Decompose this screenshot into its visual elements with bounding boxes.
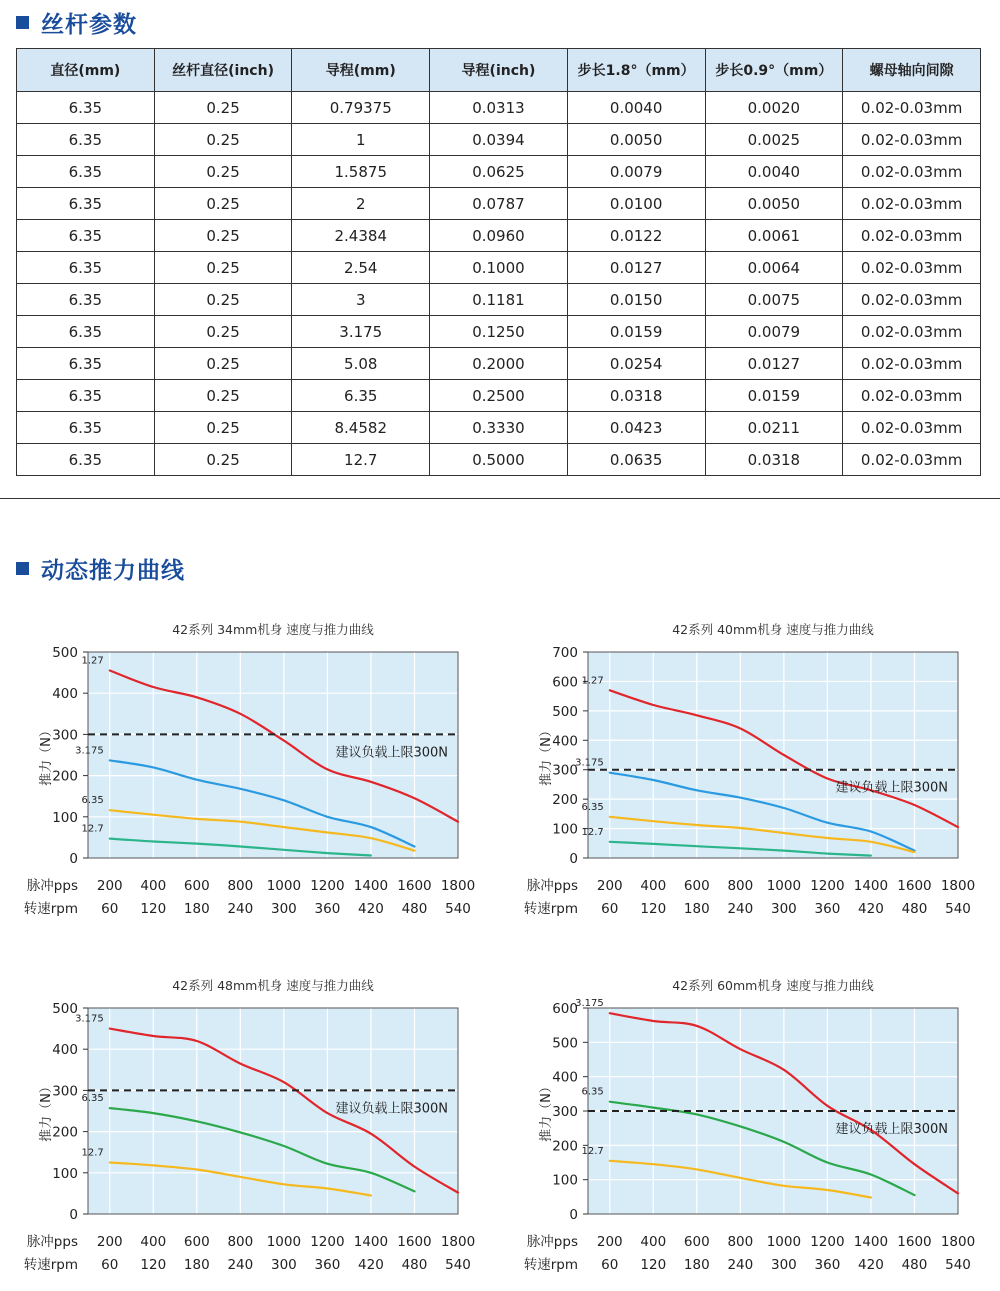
y-tick-label: 400: [52, 1042, 78, 1059]
table-cell: 0.0318: [567, 380, 705, 412]
x-tick-label-rpm: 420: [358, 1257, 384, 1273]
table-cell: 0.02-0.03mm: [843, 444, 981, 476]
x-tick-label-pps: 1800: [940, 1234, 976, 1250]
table-row: [17, 380, 981, 412]
table-cell: 0.02-0.03mm: [843, 92, 981, 124]
table-header-row: [17, 49, 981, 92]
table-row: [17, 252, 981, 284]
series-label: 6.35: [581, 801, 604, 813]
x-tick-label-rpm: 420: [358, 901, 384, 917]
x-tick-label-pps: 600: [183, 1234, 210, 1250]
x-tick-label-rpm: 480: [401, 901, 428, 917]
x-tick-label-pps: 600: [683, 1234, 710, 1250]
table-cell: 2.4384: [292, 220, 430, 252]
table-cell: 0.0079: [705, 316, 843, 348]
series-label: 12.7: [581, 826, 604, 838]
chart-34mm-svg: [0, 610, 490, 920]
series-label: 3.175: [75, 1013, 104, 1025]
column-header: 直径(mm): [17, 49, 155, 92]
table-cell: 6.35: [17, 444, 155, 476]
x-tick-label-pps: 200: [596, 1234, 623, 1250]
x-tick-label-pps: 1000: [766, 878, 802, 894]
y-tick-label: 0: [569, 851, 578, 867]
table-cell: 6.35: [292, 380, 430, 412]
x-tick-label-pps: 800: [727, 1234, 754, 1250]
x-tick-label-pps: 1600: [397, 1234, 432, 1250]
x-tick-label-pps: 1200: [810, 878, 845, 894]
section-divider: [0, 498, 1000, 499]
x-tick-label-pps: 1000: [266, 1234, 302, 1250]
x-tick-label-pps: 1200: [810, 1234, 845, 1250]
table-cell: 0.0020: [705, 92, 843, 124]
load-limit-label: 建议负载上限300N: [835, 780, 948, 796]
x-tick-label-pps: 1200: [310, 878, 345, 894]
table-cell: 6.35: [17, 348, 155, 380]
table-cell: 0.0394: [430, 124, 568, 156]
y-tick-label: 500: [552, 1035, 578, 1052]
y-tick-label: 400: [552, 733, 578, 750]
x-tick-label-pps: 400: [140, 1234, 167, 1250]
x-tick-label-rpm: 480: [901, 901, 928, 917]
column-header: 步长0.9°（mm）: [705, 49, 843, 92]
x-tick-label-rpm: 300: [270, 1257, 297, 1273]
x-tick-label-rpm: 240: [727, 1257, 754, 1273]
y-tick-label: 500: [552, 703, 578, 720]
x-tick-label-rpm: 360: [814, 901, 841, 917]
table-cell: 6.35: [17, 220, 155, 252]
chart-48mm-svg: [0, 966, 490, 1276]
x-row-label-pps: 脉冲pps: [526, 1234, 578, 1250]
table-cell: 0.0254: [567, 348, 705, 380]
table-row: [17, 220, 981, 252]
x-tick-label-pps: 200: [96, 1234, 123, 1250]
y-tick-label: 100: [52, 809, 78, 826]
table-row: [17, 348, 981, 380]
table-cell: 0.0025: [705, 124, 843, 156]
x-tick-label-rpm: 240: [227, 901, 254, 917]
y-axis-label: 推力（N）: [39, 724, 54, 786]
table-cell: 1: [292, 124, 430, 156]
series-label: 12.7: [81, 823, 104, 835]
x-tick-label-pps: 800: [227, 878, 254, 894]
table-row: [17, 188, 981, 220]
x-tick-label-pps: 1600: [397, 878, 432, 894]
x-tick-label-rpm: 180: [683, 901, 710, 917]
table-cell: 0.25: [154, 188, 292, 220]
table-cell: 0.0064: [705, 252, 843, 284]
table-cell: 0.25: [154, 220, 292, 252]
x-tick-label-rpm: 540: [445, 901, 471, 917]
x-tick-label-rpm: 60: [101, 901, 119, 917]
series-label: 12.7: [581, 1145, 604, 1157]
screw-parameter-table: [16, 48, 981, 476]
table-cell: 0.0079: [567, 156, 705, 188]
chart-title: 42系列 60mm机身 速度与推力曲线: [672, 978, 874, 993]
table-cell: 6.35: [17, 380, 155, 412]
x-tick-label-pps: 400: [140, 878, 167, 894]
chart-60mm: [500, 966, 990, 1276]
table-row: [17, 156, 981, 188]
x-tick-label-rpm: 420: [858, 901, 884, 917]
y-tick-label: 700: [552, 645, 578, 661]
section-title-text: 动态推力曲线: [41, 558, 185, 584]
table-cell: 0.2500: [430, 380, 568, 412]
table-cell: 0.0040: [567, 92, 705, 124]
x-tick-label-pps: 400: [640, 1234, 667, 1250]
table-cell: 0.0127: [705, 348, 843, 380]
series-label: 3.175: [75, 745, 104, 757]
x-row-label-pps: 脉冲pps: [26, 1234, 78, 1250]
y-tick-label: 200: [52, 768, 78, 785]
x-row-label-rpm: 转速rpm: [523, 901, 578, 917]
x-tick-label-rpm: 120: [640, 901, 667, 917]
x-row-label-rpm: 转速rpm: [523, 1257, 578, 1273]
table-cell: 0.3330: [430, 412, 568, 444]
table-cell: 0.02-0.03mm: [843, 124, 981, 156]
x-tick-label-rpm: 540: [945, 1257, 971, 1273]
y-tick-label: 400: [52, 686, 78, 703]
y-tick-label: 500: [52, 645, 78, 661]
chart-48mm: [0, 966, 490, 1276]
y-axis-label: 推力（N）: [539, 1080, 554, 1142]
x-tick-label-rpm: 240: [727, 901, 754, 917]
table-row: [17, 92, 981, 124]
chart-title: 42系列 34mm机身 速度与推力曲线: [172, 622, 374, 637]
x-tick-label-rpm: 180: [183, 901, 210, 917]
x-tick-label-pps: 400: [640, 878, 667, 894]
table-cell: 0.1000: [430, 252, 568, 284]
table-cell: 0.25: [154, 348, 292, 380]
table-cell: 6.35: [17, 284, 155, 316]
table-cell: 0.0635: [567, 444, 705, 476]
x-tick-label-rpm: 480: [901, 1257, 928, 1273]
table-cell: 0.0075: [705, 284, 843, 316]
table-cell: 0.25: [154, 156, 292, 188]
x-tick-label-rpm: 420: [858, 1257, 884, 1273]
series-label: 12.7: [81, 1147, 104, 1159]
table-row: [17, 124, 981, 156]
table-cell: 2: [292, 188, 430, 220]
table-cell: 0.02-0.03mm: [843, 412, 981, 444]
section-title-screw-params: [16, 6, 137, 39]
x-tick-label-rpm: 120: [140, 901, 167, 917]
x-tick-label-rpm: 360: [314, 901, 341, 917]
table-cell: 3.175: [292, 316, 430, 348]
load-limit-label: 建议负载上限300N: [835, 1122, 948, 1137]
x-tick-label-pps: 1400: [853, 1234, 889, 1250]
table-cell: 0.0318: [705, 444, 843, 476]
table-cell: 0.0787: [430, 188, 568, 220]
chart-40mm: [500, 610, 990, 920]
y-axis-label: 推力（N）: [39, 1080, 54, 1142]
table-cell: 1.5875: [292, 156, 430, 188]
x-tick-label-rpm: 180: [183, 1257, 210, 1273]
x-tick-label-pps: 800: [227, 1234, 254, 1250]
table-cell: 2.54: [292, 252, 430, 284]
table-cell: 6.35: [17, 124, 155, 156]
table-cell: 12.7: [292, 444, 430, 476]
table-cell: 0.02-0.03mm: [843, 348, 981, 380]
table-cell: 0.02-0.03mm: [843, 316, 981, 348]
x-row-label-pps: 脉冲pps: [526, 878, 578, 894]
table-cell: 6.35: [17, 188, 155, 220]
x-tick-label-rpm: 360: [314, 1257, 341, 1273]
x-tick-label-rpm: 60: [601, 1257, 619, 1273]
table-cell: 0.1250: [430, 316, 568, 348]
chart-title: 42系列 48mm机身 速度与推力曲线: [172, 978, 374, 993]
table-cell: 0.25: [154, 124, 292, 156]
x-tick-label-pps: 1800: [440, 1234, 476, 1250]
table-cell: 0.0100: [567, 188, 705, 220]
y-tick-label: 300: [552, 762, 578, 779]
table-cell: 0.25: [154, 316, 292, 348]
series-label: 3.175: [575, 998, 604, 1010]
section-title-text: 丝杆参数: [41, 12, 137, 38]
series-label: 6.35: [81, 1093, 104, 1105]
load-limit-label: 建议负载上限300N: [335, 1101, 448, 1117]
y-tick-label: 0: [569, 1207, 578, 1223]
square-bullet-icon: [16, 16, 29, 29]
table-cell: 0.1181: [430, 284, 568, 316]
table-cell: 0.25: [154, 92, 292, 124]
table-cell: 0.25: [154, 412, 292, 444]
x-tick-label-pps: 1600: [897, 878, 932, 894]
y-tick-label: 300: [552, 1104, 578, 1120]
x-tick-label-rpm: 300: [770, 901, 797, 917]
x-tick-label-rpm: 240: [227, 1257, 254, 1273]
y-tick-label: 500: [52, 1001, 78, 1017]
table-cell: 0.25: [154, 252, 292, 284]
table-cell: 3: [292, 284, 430, 316]
table-row: [17, 444, 981, 476]
table-cell: 0.0150: [567, 284, 705, 316]
x-row-label-pps: 脉冲pps: [26, 878, 78, 894]
table-cell: 0.0211: [705, 412, 843, 444]
table-cell: 0.5000: [430, 444, 568, 476]
table-cell: 6.35: [17, 252, 155, 284]
table-row: [17, 284, 981, 316]
table-cell: 0.02-0.03mm: [843, 252, 981, 284]
table-cell: 0.0423: [567, 412, 705, 444]
y-axis-label: 推力（N）: [539, 724, 554, 786]
x-tick-label-pps: 800: [727, 878, 754, 894]
x-tick-label-rpm: 300: [270, 901, 297, 917]
table-row: [17, 412, 981, 444]
y-tick-label: 100: [52, 1165, 78, 1182]
x-tick-label-rpm: 120: [140, 1257, 167, 1273]
table-cell: 0.79375: [292, 92, 430, 124]
y-tick-label: 600: [552, 674, 578, 691]
table-cell: 0.25: [154, 380, 292, 412]
x-tick-label-pps: 1800: [440, 878, 476, 894]
table-cell: 0.0127: [567, 252, 705, 284]
table-cell: 0.02-0.03mm: [843, 188, 981, 220]
square-bullet-icon: [16, 562, 29, 575]
table-cell: 0.0625: [430, 156, 568, 188]
x-tick-label-pps: 1000: [766, 1234, 802, 1250]
x-tick-label-pps: 600: [183, 878, 210, 894]
x-tick-label-pps: 1200: [310, 1234, 345, 1250]
y-tick-label: 100: [552, 821, 578, 838]
table-cell: 0.0050: [567, 124, 705, 156]
table-cell: 5.08: [292, 348, 430, 380]
x-tick-label-pps: 1800: [940, 878, 976, 894]
column-header: 丝杆直径(inch): [154, 49, 292, 92]
x-tick-label-rpm: 60: [601, 901, 619, 917]
series-label: 6.35: [581, 1086, 604, 1098]
x-tick-label-pps: 1400: [853, 878, 889, 894]
series-label: 1.27: [81, 655, 104, 667]
series-label: 1.27: [581, 675, 604, 687]
chart-60mm-svg: [500, 966, 990, 1276]
x-tick-label-pps: 200: [596, 878, 623, 894]
table-cell: 6.35: [17, 156, 155, 188]
table-row: [17, 316, 981, 348]
column-header: 步长1.8°（mm）: [567, 49, 705, 92]
table-cell: 0.0050: [705, 188, 843, 220]
table-cell: 0.25: [154, 444, 292, 476]
y-tick-label: 0: [69, 1207, 78, 1223]
table-cell: 0.0040: [705, 156, 843, 188]
table-cell: 0.02-0.03mm: [843, 284, 981, 316]
chart-40mm-svg: [500, 610, 990, 920]
series-label: 6.35: [81, 795, 104, 807]
chart-title: 42系列 40mm机身 速度与推力曲线: [672, 622, 874, 637]
x-tick-label-rpm: 180: [683, 1257, 710, 1273]
table-cell: 0.02-0.03mm: [843, 380, 981, 412]
table-cell: 0.25: [154, 284, 292, 316]
column-header: 导程(inch): [430, 49, 568, 92]
load-limit-label: 建议负载上限300N: [335, 745, 448, 761]
y-tick-label: 200: [552, 1138, 578, 1155]
x-tick-label-rpm: 360: [814, 1257, 841, 1273]
table-cell: 0.0159: [567, 316, 705, 348]
column-header: 螺母轴向间隙: [843, 49, 981, 92]
table-cell: 0.0159: [705, 380, 843, 412]
x-tick-label-pps: 1000: [266, 878, 302, 894]
y-tick-label: 100: [552, 1172, 578, 1189]
x-tick-label-pps: 1600: [897, 1234, 932, 1250]
y-tick-label: 200: [552, 792, 578, 809]
table-cell: 0.0313: [430, 92, 568, 124]
y-tick-label: 300: [52, 1083, 78, 1100]
table-cell: 0.0122: [567, 220, 705, 252]
table-cell: 6.35: [17, 316, 155, 348]
x-tick-label-pps: 200: [96, 878, 123, 894]
y-tick-label: 200: [52, 1124, 78, 1141]
x-row-label-rpm: 转速rpm: [23, 1257, 78, 1273]
x-tick-label-rpm: 540: [445, 1257, 471, 1273]
table-cell: 0.02-0.03mm: [843, 220, 981, 252]
chart-34mm: [0, 610, 490, 920]
table-cell: 6.35: [17, 92, 155, 124]
x-tick-label-rpm: 300: [770, 1257, 797, 1273]
table-cell: 0.2000: [430, 348, 568, 380]
x-row-label-rpm: 转速rpm: [23, 901, 78, 917]
section-title-thrust-curves: [16, 552, 185, 585]
y-tick-label: 0: [69, 851, 78, 867]
x-tick-label-pps: 600: [683, 878, 710, 894]
table-cell: 0.02-0.03mm: [843, 156, 981, 188]
y-tick-label: 400: [552, 1069, 578, 1086]
column-header: 导程(mm): [292, 49, 430, 92]
x-tick-label-rpm: 120: [640, 1257, 667, 1273]
x-tick-label-rpm: 480: [401, 1257, 428, 1273]
x-tick-label-rpm: 540: [945, 901, 971, 917]
table-cell: 0.0061: [705, 220, 843, 252]
y-tick-label: 300: [52, 727, 78, 744]
series-label: 3.175: [575, 757, 604, 769]
table-cell: 6.35: [17, 412, 155, 444]
x-tick-label-pps: 1400: [353, 1234, 389, 1250]
plot-area: [588, 652, 958, 858]
table-cell: 0.0960: [430, 220, 568, 252]
table-cell: 8.4582: [292, 412, 430, 444]
x-tick-label-pps: 1400: [353, 878, 389, 894]
x-tick-label-rpm: 60: [101, 1257, 119, 1273]
y-tick-label: 600: [552, 1001, 578, 1017]
